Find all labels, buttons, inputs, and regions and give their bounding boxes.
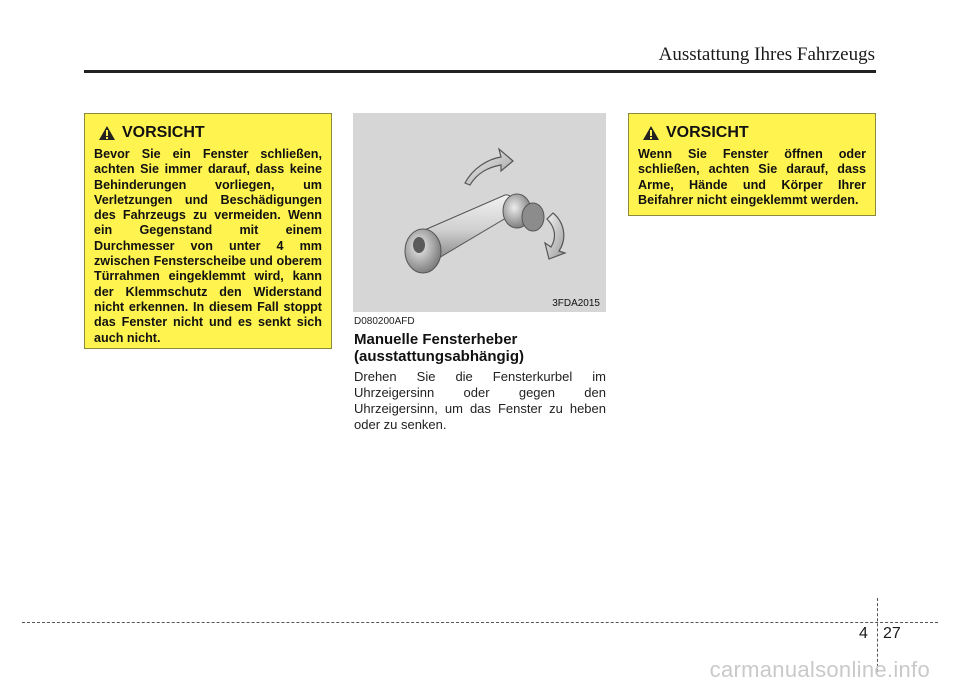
section-heading-line1: Manuelle Fensterheber <box>354 331 518 348</box>
caution-header <box>94 124 322 142</box>
caution-text: Bevor Sie ein Fenster schließen, achten Sie immer darauf, dass keine Behinderungen vorliegen, um Verletzungen und Beschädigungen des Fahrzeugs zu vermeiden. Wenn ein Gegenstand mit einem Durchmesser von unter 4 mm zwischen Fensterscheibe und oberem Türrahmen eingeklemmt wird, kann der Klemmschutz den Widerstand nicht erkennen. In diesem Fall stoppt das Fenster nicht und es senkt sich auch nicht. <box>94 147 322 345</box>
caution-header <box>638 124 866 142</box>
watermark: carmanualsonline.info <box>709 657 930 682</box>
chapter-header-title: Ausstattung Ihres Fahrzeugs <box>658 44 875 65</box>
footer-rule <box>22 622 938 623</box>
header-rule <box>84 70 876 73</box>
chapter-number: 4 <box>859 625 868 642</box>
warning-triangle-icon <box>98 125 116 141</box>
caution-box-window-closing <box>84 113 332 349</box>
section-code: D080200AFD <box>354 316 415 327</box>
figure-code: 3FDA2015 <box>552 298 600 309</box>
caution-title: VORSICHT <box>666 124 749 141</box>
warning-triangle-icon <box>642 125 660 141</box>
window-crank-illustration <box>353 113 606 312</box>
section-heading <box>354 331 606 365</box>
section-body: Drehen Sie die Fensterkurbel im Uhrzeigersinn oder gegen den Uhrzeigersinn, um das Fenster zu heben oder zu senken. <box>354 369 606 432</box>
caution-text: Wenn Sie Fenster öffnen oder schließen, achten Sie darauf, dass Arme, Hände und Körper Ihrer Beifahrer nicht eingeklemmt werden. <box>638 147 866 207</box>
caution-box-passengers <box>628 113 876 216</box>
window-crank-figure <box>353 113 606 312</box>
page-number: 27 <box>883 625 901 642</box>
section-heading-line2: (ausstattungsabhängig) <box>354 348 525 365</box>
caution-title: VORSICHT <box>122 124 205 141</box>
